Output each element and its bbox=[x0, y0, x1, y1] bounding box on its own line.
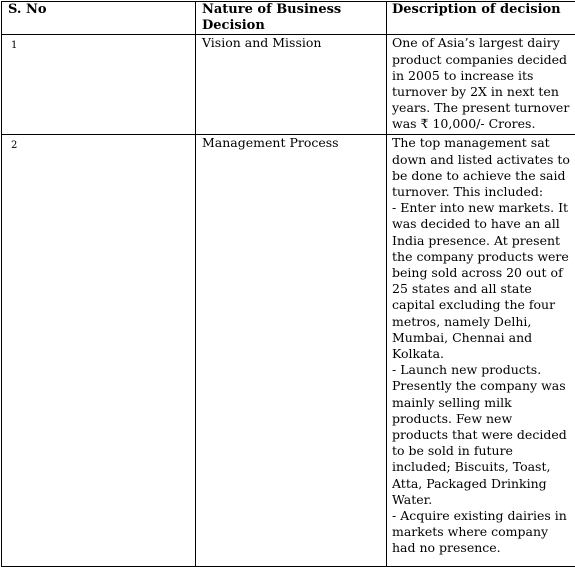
description-line: - Acquire existing dairies in bbox=[392, 508, 575, 524]
table-header-row bbox=[2, 2, 575, 35]
description-line: turnover. This included: bbox=[392, 184, 575, 200]
description-line: to be sold in future bbox=[392, 443, 575, 459]
row1-description bbox=[387, 35, 575, 135]
description-line: products that were decided bbox=[392, 427, 575, 443]
description-line: turnover by 2X in next ten bbox=[392, 84, 575, 100]
description-line: India presence. At present bbox=[392, 233, 575, 249]
description-line: years. The present turnover bbox=[392, 100, 575, 116]
description-line: in 2005 to increase its bbox=[392, 68, 575, 84]
row2-description bbox=[387, 135, 575, 567]
description-line: markets where company bbox=[392, 524, 575, 540]
description-line: being sold across 20 out of bbox=[392, 265, 575, 281]
description-line: product companies decided bbox=[392, 52, 575, 68]
description-line: was ₹ 10,000/- Crores. bbox=[392, 116, 575, 132]
description-line: The top management sat bbox=[392, 135, 575, 151]
description-line: Kolkata. bbox=[392, 346, 575, 362]
description-line: products. Few new bbox=[392, 411, 575, 427]
description-line: One of Asia’s largest dairy bbox=[392, 35, 575, 51]
description-line: - Enter into new markets. It bbox=[392, 200, 575, 216]
description-line: Presently the company was bbox=[392, 378, 575, 394]
table-row bbox=[2, 135, 575, 567]
header-nature-line2: Decision bbox=[202, 18, 386, 34]
row1-sno: 1 bbox=[2, 35, 196, 135]
description-line: was decided to have an all bbox=[392, 216, 575, 232]
business-decision-table bbox=[1, 1, 575, 567]
row2-sno: 2 bbox=[2, 135, 196, 567]
description-line: be done to achieve the said bbox=[392, 168, 575, 184]
row1-nature: Vision and Mission bbox=[196, 35, 387, 135]
description-line: Mumbai, Chennai and bbox=[392, 330, 575, 346]
description-line: Atta, Packaged Drinking bbox=[392, 476, 575, 492]
description-line: metros, namely Delhi, bbox=[392, 314, 575, 330]
description-line: capital excluding the four bbox=[392, 297, 575, 313]
description-line: down and listed activates to bbox=[392, 152, 575, 168]
description-line: 25 states and all state bbox=[392, 281, 575, 297]
description-line: included; Biscuits, Toast, bbox=[392, 459, 575, 475]
description-line: had no presence. bbox=[392, 540, 575, 556]
table-row bbox=[2, 35, 575, 135]
description-line: - Launch new products. bbox=[392, 362, 575, 378]
description-line: Water. bbox=[392, 492, 575, 508]
header-nature-line1: Nature of Business bbox=[202, 2, 386, 18]
description-line: mainly selling milk bbox=[392, 395, 575, 411]
header-description: Description of decision bbox=[387, 2, 575, 35]
header-nature bbox=[196, 2, 387, 35]
row2-nature: Management Process bbox=[196, 135, 387, 567]
description-line: the company products were bbox=[392, 249, 575, 265]
header-sno: S. No bbox=[2, 2, 196, 35]
